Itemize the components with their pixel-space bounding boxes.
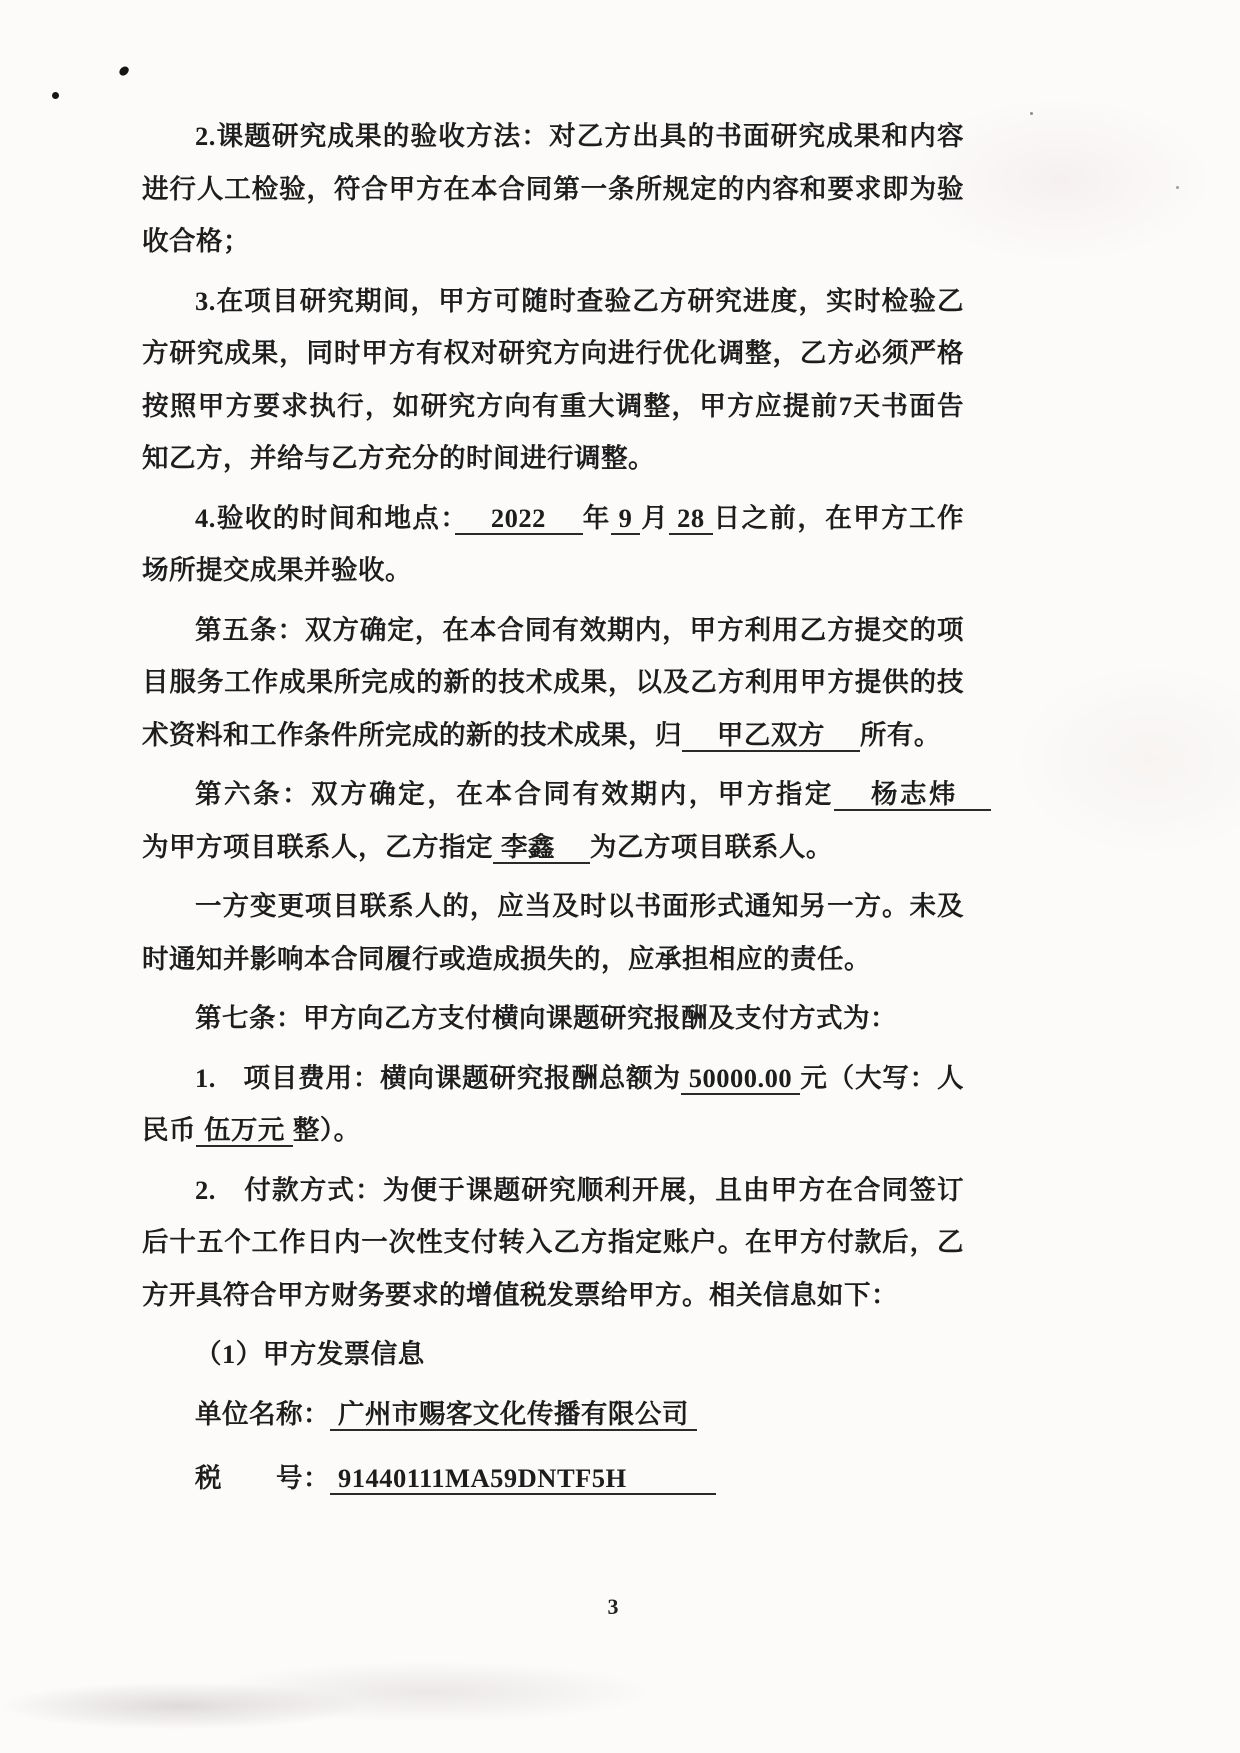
text-run: 第五条：双方确定，在本合同有效期内，甲方利用乙方提交的项目服务工作成果所完成的新的技术成果，以及乙方利用甲方提供的技术资料和工作条件所完成的新的技术成果，归 [142,614,964,750]
text-run: 3.在项目研究期间，甲方可随时查验乙方研究进度，实时检验乙方研究成果，同时甲方有权对研究方向进行优化调整，乙方必须严格按照甲方要求执行，如研究方向有重大调整，甲方应提前7天书面告知乙方，并给与乙方充分的时间进行调整。 [142,285,964,473]
text-run: 第六条：双方确定，在本合同有效期内，甲方指定 [195,779,834,809]
article-5-ownership [142,604,964,762]
text-run: 整）。 [292,1115,361,1145]
page-number: 3 [607,1594,619,1619]
heading-party-a-invoice-info [142,1328,964,1381]
text-run: 日之前，在甲方工作场所提交成果并验收。 [142,502,965,585]
document-body [142,110,984,1512]
item-payment-method [142,1164,964,1322]
clause-progress-inspection [142,275,964,485]
filled-blank: 91440111MA59DNTF5H [330,1463,716,1495]
scan-speck [52,92,59,99]
article-7-payment [142,992,964,1045]
text-run: 单位名称： [195,1398,330,1429]
filled-blank: 甲乙双方 [682,720,860,752]
text-run: 4.验收的时间和地点： [195,502,456,533]
line-tax-number [142,1452,964,1505]
item-project-fee [142,1052,964,1157]
text-run: 第七条：甲方向乙方支付横向课题研究报酬及支付方式为： [195,1003,897,1033]
text-run: 为甲方项目联系人，乙方指定 [142,831,493,862]
filled-blank: 28 [669,503,712,535]
text-run: 月 [640,502,670,533]
line-company-name [142,1388,964,1441]
clause-acceptance-method [142,110,964,268]
filled-blank: 9 [611,503,641,535]
text-run: 所有。 [859,719,941,750]
text-run: 1. 项目费用：横向课题研究报酬总额为 [195,1062,681,1093]
filled-blank: 李鑫 [493,832,590,864]
filled-blank: 广州市赐客文化传播有限公司 [330,1399,697,1431]
scan-speck [1030,112,1033,115]
text-run: 税 号： [195,1463,330,1493]
filled-blank: 伍万元 [196,1115,293,1147]
text-run: （1）甲方发票信息 [195,1339,425,1369]
scan-speck [1176,186,1179,189]
text-run: 元（大写：人民币 [142,1062,964,1145]
article-6-contacts [142,768,984,873]
clause-contact-change [142,880,964,985]
filled-blank: 50000.00 [681,1063,800,1095]
text-run: 一方变更项目联系人的，应当及时以书面形式通知另一方。未及时通知并影响本合同履行或造成损失的，应承担相应的责任。 [142,891,964,974]
text-run: 年 [582,502,611,533]
clause-acceptance-time-place [142,492,964,597]
filled-blank: 杨志炜 [834,779,991,811]
filled-blank: 2022 [455,503,583,535]
scan-speck [118,65,130,78]
text-run: 为乙方项目联系人。 [589,831,833,862]
text-run: 2.课题研究成果的验收方法：对乙方出具的书面研究成果和内容进行人工检验，符合甲方在本合同第一条所规定的内容和要求即为验收合格； [142,121,964,256]
text-run: 2. 付款方式：为便于课题研究顺利开展，且由甲方在合同签订后十五个工作日内一次性支付转入乙方指定账户。在甲方付款后，乙方开具符合甲方财务要求的增值税发票给甲方。相关信息如下： [142,1174,964,1310]
